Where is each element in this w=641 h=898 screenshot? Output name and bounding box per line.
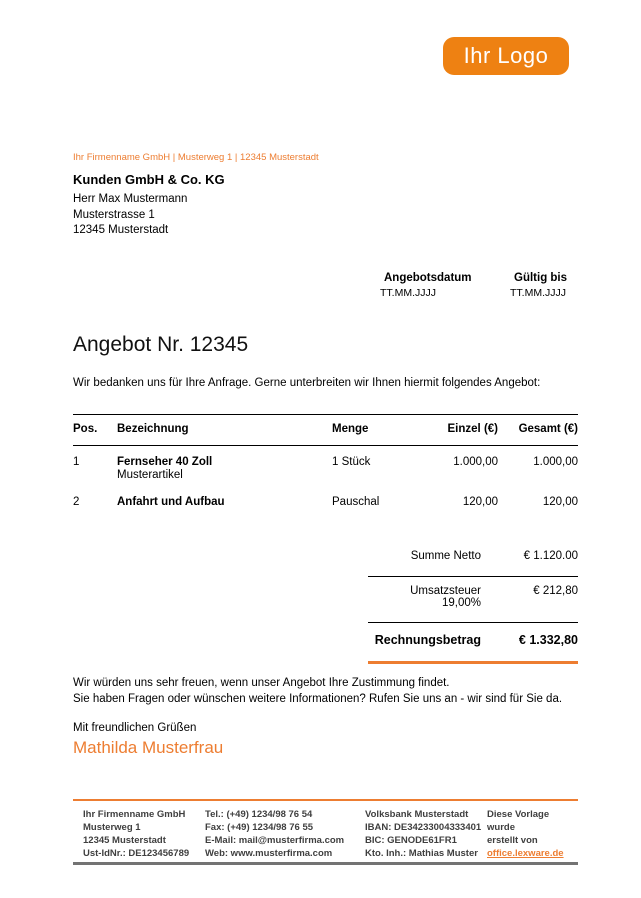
footer-bank-column: [365, 808, 481, 860]
item-name: Anfahrt und Aufbau: [117, 496, 225, 508]
recipient-street: Musterstrasse 1: [73, 208, 155, 221]
offer-date-label: Angebotsdatum: [384, 272, 472, 284]
item-unit-price: 1.000,00: [453, 456, 498, 468]
footer-company-street: Musterweg 1: [83, 822, 141, 833]
footer-vat-id: Ust-IdNr.: DE123456789: [83, 848, 190, 859]
item-description: [117, 486, 332, 512]
footer-phone: Tel.: (+49) 1234/98 76 54: [205, 809, 313, 820]
footer-iban: IBAN: DE34233004333401: [365, 822, 482, 833]
closing-text: [73, 676, 562, 707]
vat-row: [368, 577, 578, 623]
item-subname: Musterartikel: [117, 469, 183, 481]
closing-line: Wir würden uns sehr freuen, wenn unser Angebot Ihre Zustimmung findet.: [73, 677, 450, 689]
table-row: [73, 446, 578, 487]
item-total-price: 120,00: [542, 496, 578, 508]
table-row: [73, 486, 578, 512]
header-description: Bezeichnung: [117, 415, 332, 446]
item-quantity: Pauschal: [332, 496, 380, 508]
items-table-header-row: [73, 415, 578, 446]
vat-label: Umsatzsteuer 19,00%: [410, 585, 481, 609]
footer-company-name: Ihr Firmenname GmbH: [83, 809, 186, 820]
item-description: [117, 446, 332, 487]
footer-block: [73, 799, 578, 865]
header-pos: Pos.: [73, 415, 117, 446]
footer-credit-column: [487, 808, 578, 860]
recipient-contact-person: Herr Max Mustermann: [73, 193, 188, 205]
footer-bank-name: Volksbank Musterstadt: [365, 809, 469, 820]
footer-email: E-Mail: mail@musterfirma.com: [205, 835, 345, 846]
item-total-price: 1.000,00: [533, 456, 578, 468]
grand-total-row: [368, 623, 578, 664]
header-total-price: Gesamt (€): [498, 415, 578, 446]
page-title: Angebot Nr. 12345: [73, 333, 249, 356]
grand-total-value: € 1.332,80: [518, 633, 578, 647]
lexware-link[interactable]: office.lexware.de: [487, 848, 564, 859]
sender-address-line: Ihr Firmenname GmbH | Musterweg 1 | 12345 Musterstadt: [73, 152, 319, 163]
footer-bic: BIC: GENODE61FR1: [365, 835, 457, 846]
footer-fax: Fax: (+49) 1234/98 76 55: [205, 822, 314, 833]
valid-until-block: [510, 272, 567, 299]
valid-until-label: Gültig bis: [514, 272, 568, 284]
signature-name: Mathilda Musterfrau: [73, 738, 224, 757]
footer-account-holder: Kto. Inh.: Mathias Muster: [365, 848, 478, 859]
closing-line: Sie haben Fragen oder wünschen weitere Informationen? Rufen Sie uns an - wir sind für Sie da.: [73, 692, 563, 705]
vat-value: € 212,80: [533, 585, 578, 597]
totals-summary: [368, 546, 578, 664]
net-sum-row: [368, 546, 578, 577]
net-sum-value: € 1.120.00: [523, 550, 578, 562]
recipient-city: 12345 Musterstadt: [73, 224, 169, 236]
net-sum-label: Summe Netto: [410, 550, 481, 562]
offer-date-block: [380, 272, 472, 299]
footer-company-column: [83, 808, 189, 860]
footer-web: Web: www.musterfirma.com: [205, 848, 333, 859]
item-pos: 1: [73, 456, 80, 468]
recipient-address-block: [73, 172, 225, 239]
item-quantity: 1 Stück: [332, 456, 371, 468]
item-unit-price: 120,00: [462, 496, 498, 508]
footer-credit-line: Diese Vorlage wurde: [487, 809, 550, 833]
intro-text: Wir bedanken uns für Ihre Anfrage. Gerne unterbreiten wir Ihnen hiermit folgendes Angebot:: [73, 377, 541, 389]
footer-company-city: 12345 Musterstadt: [83, 835, 166, 846]
regards-text: Mit freundlichen Grüßen: [73, 722, 197, 734]
offer-date-value: TT.MM.JJJJ: [380, 287, 436, 299]
grand-total-label: Rechnungsbetrag: [374, 633, 481, 647]
company-logo: [443, 37, 569, 75]
header-quantity: Menge: [332, 415, 412, 446]
items-table: [73, 414, 578, 512]
company-logo-label: Ihr Logo: [463, 43, 549, 68]
item-name: Fernseher 40 Zoll: [117, 456, 213, 468]
footer-credit-line: erstellt von: [487, 835, 538, 846]
recipient-name: Kunden GmbH & Co. KG: [73, 172, 225, 187]
header-unit-price: Einzel (€): [412, 415, 498, 446]
footer-contact-column: [205, 808, 344, 860]
item-pos: 2: [73, 496, 80, 508]
valid-until-value: TT.MM.JJJJ: [510, 287, 566, 299]
footer-bottom-rule: [73, 862, 578, 865]
